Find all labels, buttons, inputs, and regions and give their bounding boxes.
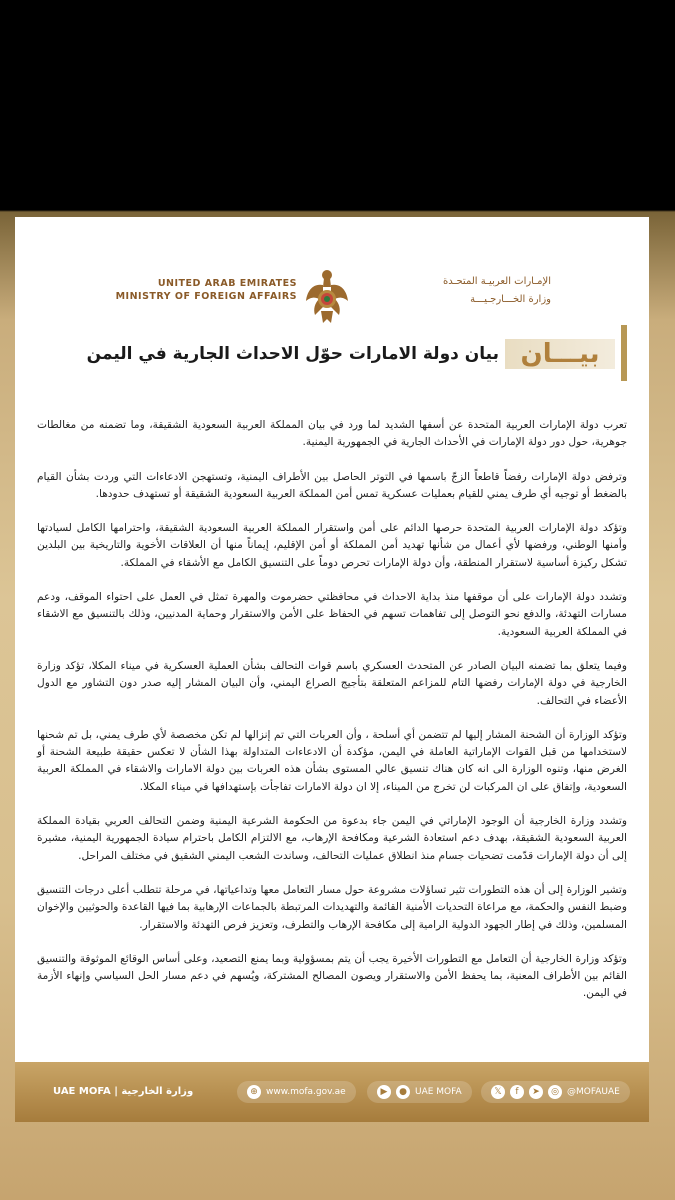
country-name-ar: الإمـارات العربيـة المتحـدة [443, 276, 551, 287]
background-band [0, 1122, 675, 1200]
ministry-name-english [57, 277, 297, 303]
paragraph: تعرب دولة الإمارات العربية المتحدة عن أسفها الشديد لما ورد في بيان المملكة العربية السعودية الشقيقة، وما تضمنه من مغالطات جوهرية، حول دور دولة الإمارات في الأحداث الجارية في الجمهورية اليمنية. [37, 419, 627, 449]
social-handle-link[interactable] [481, 1081, 630, 1103]
falcon-emblem-icon [303, 267, 351, 325]
footer-brand-label: UAE MOFA | وزارة الخارجية [53, 1086, 194, 1097]
statement-body [37, 417, 627, 1020]
paragraph: وتشدد دولة الإمارات على أن موقفها منذ بداية الاحداث في محافظتي حضرموت والمهرة تمثل في العمل على احتواء الموقف، ودعم مسارات التهدئة، والدفع نحو التوصل إلى تفاهمات تسهم في الحفاظ على الأمن والاستقرار وحماية المدنيين، وذلك بالتنسيق مع الاشقاء في المملكة العربية السعودية. [37, 591, 627, 638]
paragraph: وتشير الوزارة إلى أن هذه التطورات تثير تساؤلات مشروعة حول مسار التعامل معها وتداعياتها، في مرحلة تتطلب أعلى درجات التنسيق وضبط النفس والحكمة، مع مراعاة التحديات الأمنية القائمة والتهديدات المرتبطة بالجماعات الإرهابية بما فيها القاعدة والحوثيين والإخوان المسلمين، وذلك في إطار الجهود الدولية الرامية إلى مكافحة الإرهاب والتطرف، وتعزيز فرص التهدئة والاستقرار. [37, 883, 627, 931]
ministry-name-arabic [361, 273, 551, 309]
statement-card [15, 217, 649, 1122]
ministry-name-ar: وزارة الخـــارجـيـــة [470, 294, 551, 305]
paragraph: وتشدد وزارة الخارجية أن الوجود الإماراتي في اليمن جاء بدعوة من الحكومة الشرعية اليمنية وضمن التحالف العربي بقيادة المملكة العربية السعودية الشقيقة، بهدف دعم استعادة الشرعية ومكافحة الإرهاب، مع الالتزام الكامل باحترام سيادة الجمهورية اليمنية، مشيرة إلى أن دولة الإمارات قدّمت تضحيات جسام منذ انطلاق عمليات التحالف، وساندت الشعب اليمني الشقيق في مختلف المراحل. [37, 815, 627, 862]
flickr-icon: ● [396, 1085, 410, 1099]
x-icon: 𝕏 [491, 1085, 505, 1099]
globe-icon: ⊕ [247, 1085, 261, 1099]
paragraph: وترفض دولة الإمارات رفضاً قاطعاً الزجّ باسمها في التوتر الحاصل بين الأطراف اليمنية، وتستهجن الادعاءات التي وردت بشأن القيام بالضغط أو توجيه أي طرف يمني للقيام بعمليات عسكرية تمس أمن المملكة العربية السعودية الشقيقة أو تستهدف حدودها. [37, 470, 627, 500]
paragraph: وفيما يتعلق بما تضمنه البيان الصادر عن المتحدث العسكري باسم قوات التحالف بشأن العملية العسكرية في ميناء المكلا، تؤكد وزارة الخارجية في دولة الإمارات رفضها التام للمزاعم المتعلقة بتأجيج الصراع اليمني، وأن البيان المشار إليه صدر دون التشاور مع الدول الأعضاء في التحالف. [37, 659, 627, 707]
paragraph: وتؤكد دولة الإمارات العربية المتحدة حرصها الدائم على أمن واستقرار المملكة العربية السعودية الشقيقة، واحترامها الكامل لسيادتها وأمنها الوطني، ورفضها لأي أعمال من شأنها تهديد أمن المملكة أو أمن الإقليم، إيماناً منها أن العلاقات الأخوية والتاريخية بين البلدين تشكل ركيزة أساسية لاستقرار المنطقة، وأن دولة الإمارات تحرص دوماً على التنسيق الكامل مع الأشقاء في المملكة. [37, 522, 627, 569]
footer-brand [53, 1081, 193, 1103]
website-link[interactable] [237, 1081, 356, 1103]
website-label: www.mofa.gov.ae [266, 1087, 346, 1097]
paragraph: وتؤكد الوزارة أن الشحنة المشار إليها لم تتضمن أي أسلحة ، وأن العربات التي تم إنزالها لم تكن مخصصة لأي طرف يمني، بل تم شحنها لاستخدامها من قبل القوات الإماراتية العاملة في اليمن، مؤكدة أن الادعاءات المتداولة بهذا الشأن لا تعكس حقيقة طبيعة الشحنة أو الغرض منها، وتنوه الوزارة الى انه كان هناك تنسيق عالي المستوى بشأن هذه العربات بين دولة الامارات والاشقاء في المملكة العربية السعودية، وإتفاق على ان المركبات لن تخرج من الميناء، إلا ان دولة الامارات تفاجأت بإستهدافها في ميناء المكلا. [37, 728, 627, 793]
footer-bar [15, 1062, 649, 1122]
facebook-icon: f [510, 1085, 524, 1099]
social-handle-label: @MOFAUAE [567, 1087, 620, 1097]
page-title: بيان دولة الامارات حوّل الاحداث الجارية في اليمن [86, 344, 499, 364]
paragraph: وتؤكد وزارة الخارجية أن التعامل مع التطورات الأخيرة يجب أن يتم بمسؤولية وبما يمنع التصعيد، وعلى أساس الوقائع الموثوقة والتنسيق القائم بين الأطراف المعنية، بما يحفظ الأمن والاستقرار ويصون المصالح المشتركة، ويُسهم في دعم مسار الحل السياسي وإنهاء الأزمة في اليمن. [37, 952, 627, 1000]
telegram-icon: ➤ [529, 1085, 543, 1099]
title-row [15, 325, 649, 381]
statement-tag: بيـــان [505, 339, 615, 369]
channel-label: UAE MOFA [415, 1087, 462, 1097]
title-accent-bar [621, 325, 627, 381]
channel-link[interactable] [367, 1081, 472, 1103]
ministry-logo [15, 267, 649, 327]
instagram-icon: ◎ [548, 1085, 562, 1099]
youtube-icon: ▶ [377, 1085, 391, 1099]
ministry-name-en: MINISTRY OF FOREIGN AFFAIRS [115, 291, 297, 302]
country-name-en: UNITED ARAB EMIRATES [157, 278, 297, 289]
